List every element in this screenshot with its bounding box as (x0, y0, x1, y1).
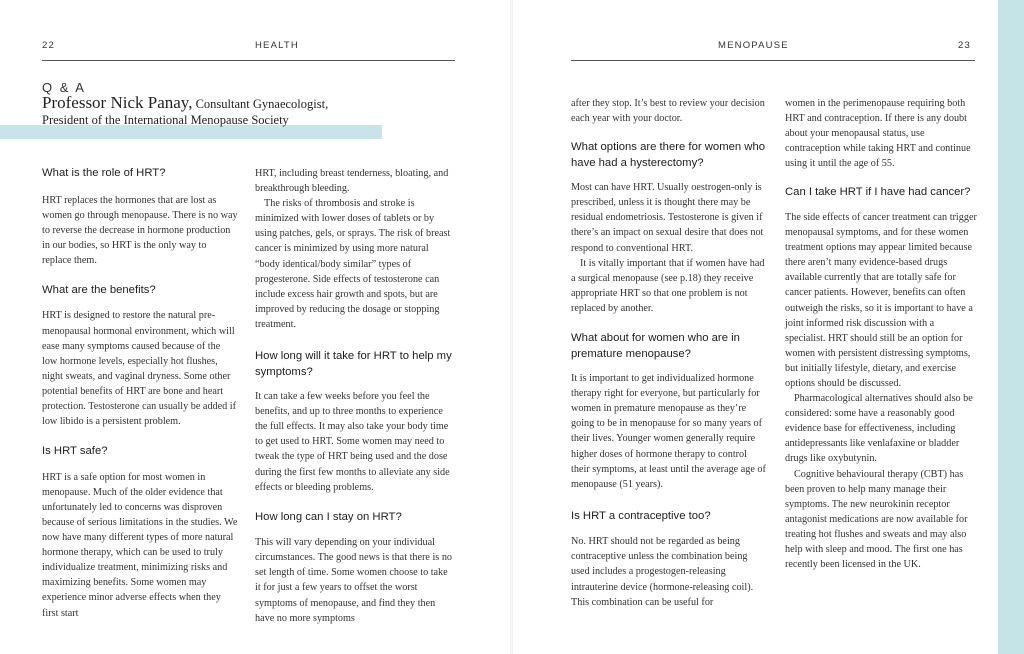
answer-how-long-stay-continued: after they stop. It’s best to review your decision each year with your doctor. (571, 98, 765, 125)
question-benefits: What are the benefits? (42, 283, 156, 296)
question-role-of-hrt: What is the role of HRT? (42, 167, 166, 179)
question-premature-menopause: What about for women who are in premature menopause? (571, 332, 740, 360)
expert-name: Professor Nick Panay, (42, 93, 193, 112)
right-column-2 (785, 96, 977, 572)
right-page-number: 23 (958, 40, 971, 51)
left-column-2 (255, 166, 453, 626)
right-header-rule (571, 60, 975, 61)
left-header-rule (42, 60, 455, 61)
answer-hrt-cancer: The side effects of cancer treatment can trigger menopausal symptoms, and for these women treatment options may appear limited because there aren’t many evidence-based drugs available currently that are totally safe for cancer patients. However, benefits can often outweigh the risks, so it is important to have a joint informed risk discussion with a specialist. HRT should still be an option for women with persistent distressing symptoms, but initially lifestyle, dietary, and exercise options should be discussed. (785, 211, 977, 389)
expert-affiliation-2: President of the International Menopause Society (42, 113, 289, 127)
answer-role-of-hrt: HRT replaces the hormones that are lost as women go through menopause. There is no way to reverse the decrease in hormone production in our bodies, so HRT is the only way to replace them. (42, 194, 238, 266)
answer-hrt-safe: HRT is a safe option for most women in menopause. Much of the older evidence that unfortunately led to concerns was disproven because of serious limitations in the studies. We now have many different types of more natural hormone therapy, which can be used to truly individualize treatment, minimizing risks and maximizing benefits. Some women may experience minor adverse effects when they first start (42, 471, 238, 619)
page-edge-strip (998, 0, 1024, 654)
question-hysterectomy: What options are there for women who have had a hysterectomy? (571, 141, 766, 169)
answer-contraceptive: No. HRT should not be regarded as being contraceptive unless the combination being used includes a progestogen-releasing intrauterine device (hormone-releasing coil). This combination can be useful for (571, 536, 754, 608)
answer-hysterectomy: Most can have HRT. Usually oestrogen-only is prescribed, unless it is thought there may be residual endometriosis. Testosterone is given if there’s an impact on sexual desire that does not respond to conventional HRT. (571, 182, 764, 254)
expert-byline (42, 95, 372, 128)
paragraph-surgical-menopause: It is vitally important that if women have had a surgical menopause (see p.18) they receive appropriate HRT so that one problem is not replaced by another. (571, 257, 765, 314)
book-gutter (510, 0, 513, 654)
question-how-long-to-help: How long will it take for HRT to help my symptoms? (255, 350, 452, 378)
answer-benefits: HRT is designed to restore the natural pre-menopausal hormonal environment, which will ease many symptoms caused because of the low hormone levels, especially hot flushes, night sweats, and vaginal dryness. Some other potential benefits of HRT are bone and heart protection. Testosterone can usually be added if low libido is a persistent problem. (42, 310, 237, 428)
qa-label: Q & A (42, 80, 86, 95)
paragraph-pharmacological-alternatives: Pharmacological alternatives should also be considered: some have a reasonably good evidence base for effectiveness, including antidepressants like venlafaxine or bladder drugs like oxybutynin. (785, 393, 973, 465)
answer-how-long-stay: This will vary depending on your individual circumstances. The good news is that there is no set length of time. Some women choose to take it for just a few years to offset the worst symptoms of menopause, and find they then have no more symptoms (255, 537, 453, 624)
question-hrt-cancer: Can I take HRT if I have had cancer? (785, 186, 971, 199)
question-contraceptive: Is HRT a contraceptive too? (571, 509, 711, 522)
paragraph-risks: The risks of thrombosis and stroke is minimized with lower doses of tablets or by using patches, gels, or sprays. The risk of breast cancer is minimized by using more natural “body identical/body similar” types of progesterone. Side effects of testosterone can include excess hair growth and spots, but are improved by reducing the dosage or stopping treatment. (255, 198, 451, 330)
answer-contraceptive-continued: women in the perimenopause requiring both HRT and contraception. If there is any doubt about your menopausal status, use contraception while taking HRT and continue using it until the age of 55. (785, 98, 971, 170)
answer-how-long-to-help: It can take a few weeks before you feel the benefits, and up to three months to experience the full effects. It may also take your body time to get used to HRT. Some women may need to tweak the type of HRT being used and the dose during the first few months to alleviate any side effects or bleeding problems. (255, 391, 450, 493)
left-running-head: HEALTH (255, 40, 299, 51)
right-column-1 (571, 96, 767, 610)
question-hrt-safe: Is HRT safe? (42, 445, 108, 458)
left-column-1 (42, 166, 238, 621)
expert-affiliation: Consultant Gynaecologist, (195, 97, 329, 111)
paragraph-cbt: Cognitive behavioural therapy (CBT) has been proven to help many manage their symptoms. The new neurokinin receptor antagonist medications are now available for treating hot flushes and sweats and may also help with sleep and mood. The first one has recently been licensed in the UK. (785, 468, 968, 571)
answer-hrt-safe-continued: HRT, including breast tenderness, bloating, and breakthrough bleeding. (255, 168, 449, 195)
left-page-number: 22 (42, 40, 55, 51)
question-how-long-stay: How long can I stay on HRT? (255, 510, 402, 523)
right-running-head: MENOPAUSE (718, 40, 789, 51)
answer-premature-menopause: It is important to get individualized hormone therapy right for everyone, but particularly for women in premature menopause as they’re going to be in menopause for so many years of their lives. Younger women generally require higher doses of hormone therapy to control their symptoms, at least until the average age of menopause (51 years). (571, 373, 766, 490)
